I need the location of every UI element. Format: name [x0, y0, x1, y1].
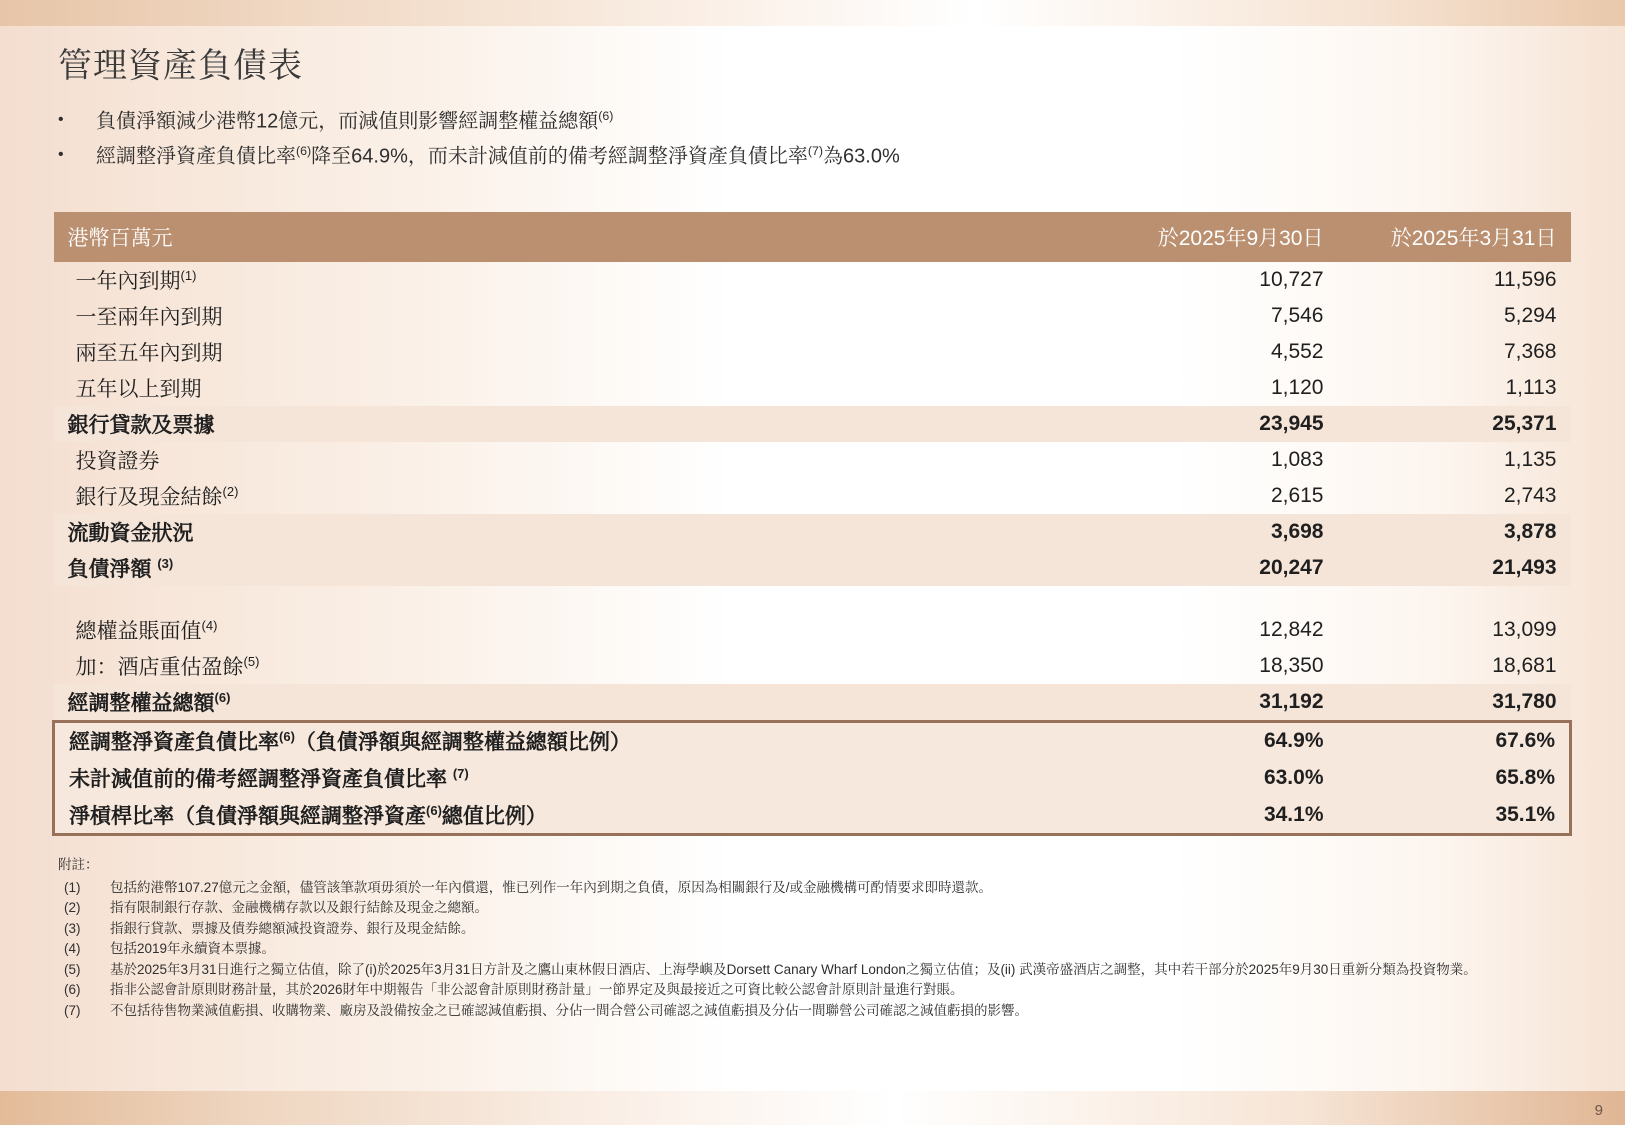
row-value-sep: 1,083: [1270, 448, 1324, 471]
row-value-mar: 67.6%: [1338, 722, 1571, 760]
page-number: 9: [1594, 1102, 1603, 1119]
footnotes-heading: 附註：: [58, 857, 99, 872]
page-title: 管理資產負債表: [58, 47, 303, 85]
table-row: [54, 612, 1571, 648]
row-label: 經調整權益總額$^{(6)}$: [54, 684, 1105, 722]
footnote-number: (6): [64, 982, 81, 998]
row-value-mar: 5,294: [1503, 304, 1557, 327]
bullet-text: 經調整淨資產負債比率$^{(6)}$降至64.9%，而未計減值前的備考經調整淨資產負債比率$^{(7)}$為63.0%: [96, 143, 900, 168]
row-value-sep: 20,247: [1105, 550, 1338, 586]
row-label: 投資證券: [75, 450, 160, 473]
footnote-number: (4): [64, 941, 81, 957]
footnote-text: 包括2019年永續資本票據。: [110, 941, 276, 957]
row-value-mar: 21,493: [1338, 550, 1571, 586]
row-label: 銀行及現金結餘$^{(2)}$: [75, 484, 239, 509]
footnote-text: 指非公認會計原則財務計量，其於2026財年中期報告「非公認會計原則財務計量」一節界定及與最接近之可資比較公認會計原則計量進行對賬。: [110, 982, 964, 998]
table-row-spacer: [54, 586, 1571, 612]
footnote-number: (2): [64, 900, 81, 916]
bullet-text: 負債淨額減少港幣12億元，而減值則影響經調整權益總額$^{(6)}$: [96, 109, 614, 133]
footnote-item: [58, 878, 1568, 898]
row-value-mar: 25,371: [1338, 406, 1571, 442]
table-row-ratio: [54, 722, 1571, 760]
table-row-subtotal: [54, 406, 1571, 442]
row-value-sep: 63.0%: [1105, 760, 1338, 797]
footnote-number: (1): [64, 879, 81, 895]
row-label: 總權益賬面值$^{(4)}$: [75, 618, 218, 643]
row-value-sep: 34.1%: [1105, 797, 1338, 835]
row-label: 五年以上到期: [75, 378, 202, 401]
table-row-subtotal: [54, 550, 1571, 586]
row-label: 未計減值前的備考經調整淨資產負債比率 $^{(7)}$: [54, 760, 1105, 797]
row-value-sep: 7,546: [1270, 304, 1324, 327]
table-row-ratio: [54, 760, 1571, 797]
column-header-unit: 港幣百萬元: [54, 212, 1105, 262]
row-value-mar: 18,681: [1492, 654, 1557, 677]
row-label: 流動資金狀況: [54, 514, 1105, 550]
row-value-mar: 11,596: [1493, 268, 1557, 291]
table-row: [54, 370, 1571, 406]
row-value-mar: 7,368: [1503, 340, 1557, 363]
table-row: [54, 262, 1571, 298]
column-header-sep2025: 於2025年9月30日: [1105, 212, 1338, 262]
table-row: [54, 648, 1571, 684]
row-label: 一年內到期$^{(1)}$: [75, 268, 197, 293]
footnote-text: 指有限制銀行存款、金融機構存款以及銀行結餘及現金之總額。: [110, 900, 488, 916]
row-value-mar: 13,099: [1492, 618, 1557, 641]
bottom-decorative-band: [0, 1091, 1625, 1125]
footnote-item: [58, 939, 1568, 959]
footnote-item: [58, 980, 1568, 1000]
column-header-mar2025: 於2025年3月31日: [1338, 212, 1571, 262]
footnote-item: [58, 919, 1568, 939]
row-value-sep: 1,120: [1270, 376, 1324, 399]
footnote-item: [58, 898, 1568, 918]
table-row-subtotal: [54, 684, 1571, 722]
footnote-text: 基於2025年3月31日進行之獨立估值，除了(i)於2025年3月31日方計及之鷹山東林假日酒店、上海學嶼及Dorsett Canary Wharf London之獨立估值；及(ii) 武漢帝盛酒店之調整，其中若干部分於2025年9月30日重新分類為投資物業。: [110, 961, 1477, 977]
bullet-dot-icon: •: [58, 111, 64, 128]
footnote-text: 不包括待售物業減值虧損、收購物業、廠房及設備按金之已確認減值虧損、分佔一間合營公司確認之減值虧損及分佔一間聯營公司確認之減值虧損的影響。: [110, 1002, 1028, 1018]
row-value-mar: 2,743: [1503, 484, 1557, 507]
table-row-subtotal: [54, 514, 1571, 550]
footnote-number: (5): [64, 961, 81, 977]
footnote-item: [58, 1001, 1568, 1021]
row-label: 加：酒店重估盈餘$^{(5)}$: [75, 654, 260, 679]
footnote-item: [58, 960, 1568, 980]
table-row: [54, 298, 1571, 334]
row-value-sep: 31,192: [1105, 684, 1338, 722]
row-label: 經調整淨資產負債比率$^{(6)}$（負債淨額與經調整權益總額比例）: [54, 722, 1105, 760]
row-value-mar: 1,113: [1505, 376, 1557, 399]
balance-sheet-table: [52, 212, 1572, 836]
table-row: [54, 334, 1571, 370]
list-item: [58, 143, 1538, 170]
row-value-mar: 3,878: [1338, 514, 1571, 550]
row-label: 淨槓桿比率（負債淨額與經調整淨資產$^{(6)}$總值比例）: [54, 797, 1105, 835]
row-value-sep: 3,698: [1105, 514, 1338, 550]
footnote-number: (3): [64, 920, 81, 936]
bullet-dot-icon: •: [58, 145, 64, 163]
row-label: 負債淨額 $^{(3)}$: [54, 550, 1105, 586]
row-value-sep: 10,727: [1259, 268, 1324, 291]
row-value-sep: 18,350: [1259, 654, 1324, 677]
top-decorative-band: [0, 0, 1625, 26]
footnote-number: (7): [64, 1002, 81, 1018]
row-value-sep: 23,945: [1105, 406, 1338, 442]
row-label: 兩至五年內到期: [75, 342, 223, 365]
row-value-mar: 31,780: [1338, 684, 1571, 722]
footnotes: [58, 855, 1568, 1022]
list-item: [58, 108, 1538, 135]
row-label: 銀行貸款及票據: [54, 406, 1105, 442]
row-value-sep: 64.9%: [1105, 722, 1338, 760]
table-row: [54, 478, 1571, 514]
row-value-mar: 65.8%: [1338, 760, 1571, 797]
row-label: 一至兩年內到期: [75, 306, 223, 329]
row-value-sep: 12,842: [1259, 618, 1324, 641]
footnote-text: 包括約港幣107.27億元之金額，儘管該筆款項毋須於一年內償還，惟已列作一年內到期之負債，原因為相關銀行及/或金融機構可酌情要求即時還款。: [110, 879, 993, 895]
row-value-mar: 1,135: [1503, 448, 1557, 471]
footnote-text: 指銀行貸款、票據及債券總額減投資證券、銀行及現金結餘。: [110, 920, 475, 936]
table-header-row: [54, 212, 1571, 262]
table-row: [54, 442, 1571, 478]
row-value-sep: 2,615: [1270, 484, 1324, 507]
table-row-ratio: [54, 797, 1571, 835]
bullet-list: [58, 108, 1538, 177]
row-value-mar: 35.1%: [1338, 797, 1571, 835]
row-value-sep: 4,552: [1270, 340, 1324, 363]
